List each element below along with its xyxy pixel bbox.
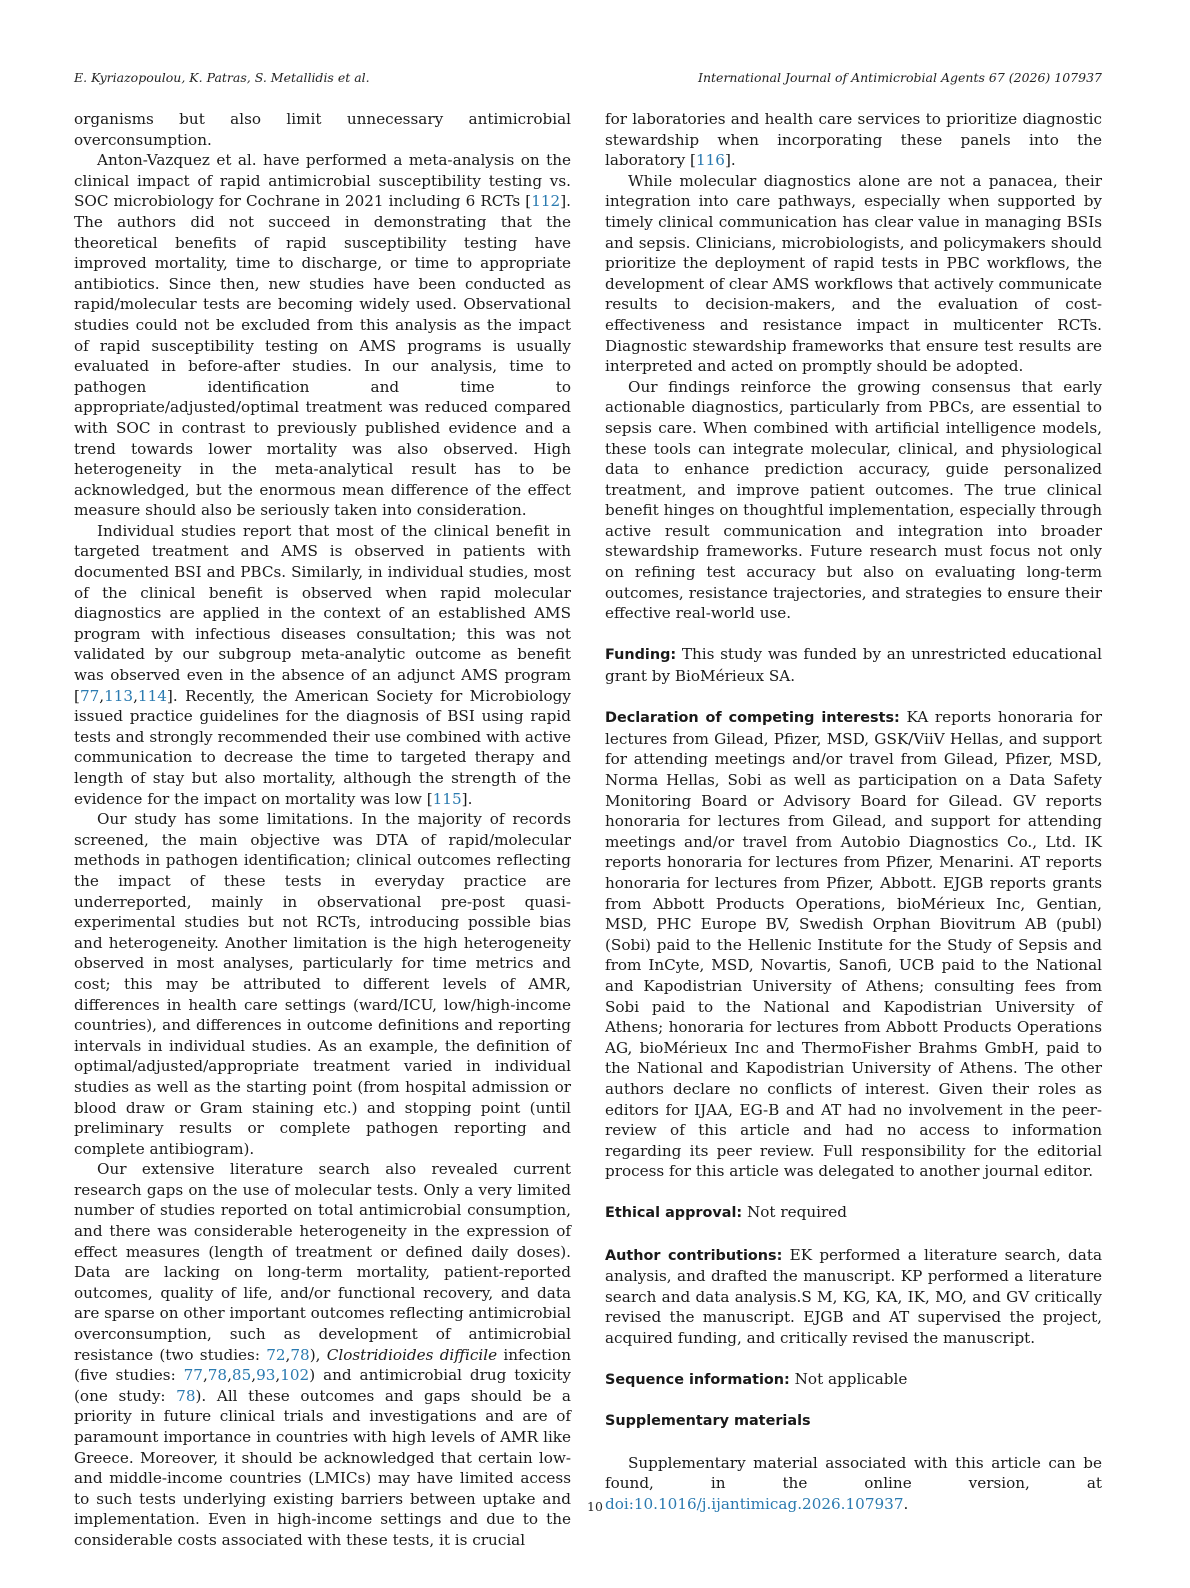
- funding-statement: Funding: This study was funded by an unrestricted educational grant by BioMérieux SA.: [605, 645, 1102, 686]
- paragraph: for laboratories and health care services to prioritize diagnostic stewardship when incorporating these panels into the laboratory [116].: [605, 110, 1102, 170]
- species-name: Clostridioides difficile: [326, 1345, 498, 1364]
- reference-link[interactable]: 102: [280, 1366, 310, 1385]
- paragraph: Anton-Vazquez et al. have performed a meta-analysis on the clinical impact of rapid antimicrobial susceptibility testing vs. SOC microbiology for Cochrane in 2021 including 6 RCTs [112]. The authors did not succeed in demonstrating that the theoretical benefits of rapid susceptibility testing have improved mortality, time to discharge, or time to appropriate antibiotics. Since then, new studies have been conducted as rapid/molecular tests are becoming widely used. Observational studies could not be excluded from this analysis as the impact of rapid susceptibility testing on AMS programs is usually evaluated in before-after studies. In our analysis, time to pathogen identification and time to appropriate/adjusted/optimal treatment was reduced compared with SOC in contrast to previously published evidence and a trend towards lower mortality was also observed. High heterogeneity in the meta-analytical result has to be acknowledged, but the enormous mean difference of the effect measure should also be seriously taken into consideration.: [74, 151, 571, 520]
- paragraph: Our extensive literature search also revealed current research gaps on the use of molecular tests. Only a very limited number of studies reported on total antimicrobial consumption, and there was considerable heterogeneity in the expression of effect measures (length of treatment or defined daily doses). Data are lacking on long-term mortality, patient-reported outcomes, quality of life, and/or functional recovery, and data are sparse on other important outcomes reflecting antimicrobial overconsumption, such as development of antimicrobial resistance (two studies: 72,78), Clostridioides difficile infection (five studies: 77,78,85,93,102) and antimicrobial drug toxicity (one study: 78). All these outcomes and gaps should be a priority in future clinical trials and investigations and are of paramount importance in countries with high levels of AMR like Greece. Moreover, it should be acknowledged that certain low- and middle-income countries (LMICs) may have limited access to such tests underlying existing barriers between uptake and implementation. Even in high-income settings and due to the considerable costs associated with these tests, it is crucial: [74, 1160, 572, 1549]
- page-number: 10: [587, 1499, 603, 1514]
- ethical-approval-statement: Ethical approval: Not required: [605, 1203, 847, 1222]
- running-header-authors: E. Kyriazopoulou, K. Patras, S. Metallidis et al.: [74, 70, 370, 85]
- paragraph: organisms but also limit unnecessary antimicrobial overconsumption.: [74, 110, 571, 149]
- supplementary-paragraph: Supplementary material associated with this article can be found, in the online version, at doi:10.1016/j.ijantimicag.2026.107937.: [605, 1453, 1102, 1513]
- sequence-information-statement: Sequence information: Not applicable: [605, 1370, 908, 1389]
- ethical-approval-label: Ethical approval:: [605, 1205, 743, 1222]
- reference-link[interactable]: 78: [207, 1366, 228, 1385]
- reference-link[interactable]: 85: [231, 1366, 252, 1385]
- competing-interests-label: Declaration of competing interests:: [605, 710, 900, 727]
- competing-interests-statement: Declaration of competing interests: KA reports honoraria for lectures from Gilead, Pfizer, MSD, GSK/ViiV Hellas, and support for attending meetings and/or travel from Gilead, Pfizer, MSD, Norma Hellas, Sobi as well as participation on a Data Safety Monitoring Board or Advisory Board for Gilead. GV reports honoraria for lectures from Gilead, and support for attending meetings and/or travel from Autobio Diagnostics Co., Ltd. IK reports honoraria for lectures from Pfizer, Menarini. AT reports honoraria for lectures from Pfizer, Abbott. EJGB reports grants from Abbott Products Operations, bioMérieux Inc, Gentian, MSD, PHC Europe BV, Swedish Orphan Biovitrum AB (publ) (Sobi) paid to the Hellenic Institute for the Study of Sepsis and from InCyte, MSD, Novartis, Sanofi, UCB paid to the National and Kapodistrian University of Athens; consulting fees from Sobi paid to the National and Kapodistrian University of Athens; honoraria for lectures from Abbott Products Operations AG, bioMérieux Inc and ThermoFisher Brahms GmbH, paid to the National and Kapodistrian University of Athens. The other authors declare no conflicts of interest. Given their roles as editors for IJAA, EG-B and AT had no involvement in the peer-review of this article and had no access to information regarding its peer review. Full responsibility for the editorial process for this article was delegated to another journal editor.: [605, 708, 1102, 1181]
- funding-label: Funding:: [605, 647, 677, 664]
- author-contributions-label: Author contributions:: [605, 1247, 783, 1264]
- reference-link[interactable]: 93: [256, 1366, 276, 1385]
- reference-link[interactable]: 116: [695, 151, 725, 170]
- sequence-information-label: Sequence information:: [605, 1372, 790, 1389]
- paragraph: While molecular diagnostics alone are not a panacea, their integration into care pathways, especially when supported by timely clinical communication has clear value in managing BSIs and sepsis. Clinicians, microbiologists, and policymakers should prioritize the deployment of rapid tests in PBC workflows, the development of clear AMS workflows that actively communicate results to decision-makers, and the evaluation of cost-effectiveness and resistance impact in multicenter RCTs. Diagnostic stewardship frameworks that ensure test results are interpreted and acted on promptly should be adopted.: [605, 171, 1102, 376]
- reference-link[interactable]: 78: [176, 1386, 196, 1405]
- paragraph: Individual studies report that most of the clinical benefit in targeted treatment and AMS is observed in patients with documented BSI and PBCs. Similarly, in individual studies, most of the clinical benefit is observed when rapid molecular diagnostics are applied in the context of an established AMS program with infectious diseases consultation; this was not validated by our subgroup meta-analytic outcome as benefit was observed even in the absence of an adjunct AMS program [77,113,114]. Recently, the American Society for Microbiology issued practice guidelines for the diagnosis of BSI using rapid tests and strongly recommended their use combined with active communication to decrease the time to targeted therapy and length of stay but also mortality, although the strength of the evidence for the impact on mortality was low [115].: [74, 521, 571, 808]
- right-column: [605, 109, 1102, 1514]
- reference-link[interactable]: 78: [290, 1345, 310, 1364]
- paragraph: Our findings reinforce the growing consensus that early actionable diagnostics, particularly from PBCs, are essential to sepsis care. When combined with artificial intelligence models, these tools can integrate molecular, clinical, and physiological data to enhance prediction accuracy, guide personalized treatment, and improve patient outcomes. The true clinical benefit hinges on thoughtful implementation, especially through active result communication and integration into broader stewardship frameworks. Future research must focus not only on refining test accuracy but also on evaluating long-term outcomes, resistance trajectories, and strategies to ensure their effective real-world use.: [605, 377, 1102, 623]
- reference-link[interactable]: 114: [137, 686, 167, 705]
- reference-link[interactable]: 115: [432, 789, 462, 808]
- left-column: [74, 109, 571, 1551]
- supplementary-heading: Supplementary materials: [605, 1413, 811, 1430]
- paragraph: Our study has some limitations. In the majority of records screened, the main objective was DTA of rapid/molecular methods in pathogen identification; clinical outcomes reflecting the impact of these tests in everyday practice are underreported, mainly in observational pre-post quasi-experimental studies but not RCTs, introducing possible bias and heterogeneity. Another limitation is the high heterogeneity observed in most analyses, particularly for time metrics and cost; this may be attributed to different levels of AMR, differences in health care settings (ward/ICU, low/high-income countries), and differences in outcome definitions and reporting intervals in individual studies. As an example, the definition of optimal/adjusted/appropriate treatment varied in individual studies as well as the starting point (from hospital admission or blood draw or Gram staining etc.) and stopping point (until preliminary results or complete pathogen reporting and complete antibiogram).: [74, 810, 571, 1158]
- reference-link[interactable]: 112: [531, 192, 561, 211]
- reference-link[interactable]: 77: [183, 1366, 203, 1385]
- running-header-journal: International Journal of Antimicrobial Agents 67 (2026) 107937: [698, 70, 1102, 85]
- reference-link[interactable]: 113: [104, 686, 134, 705]
- doi-link[interactable]: doi:10.1016/j.ijantimicag.2026.107937: [605, 1494, 904, 1513]
- author-contributions-statement: Author contributions: EK performed a literature search, data analysis, and drafted the manuscript. KP performed a literature search and data analysis.S M, KG, KA, IK, MO, and GV critically revised the manuscript. EJGB and AT supervised the project, acquired funding, and critically revised the manuscript.: [605, 1245, 1102, 1348]
- reference-link[interactable]: 72: [266, 1345, 286, 1364]
- reference-link[interactable]: 77: [79, 686, 100, 705]
